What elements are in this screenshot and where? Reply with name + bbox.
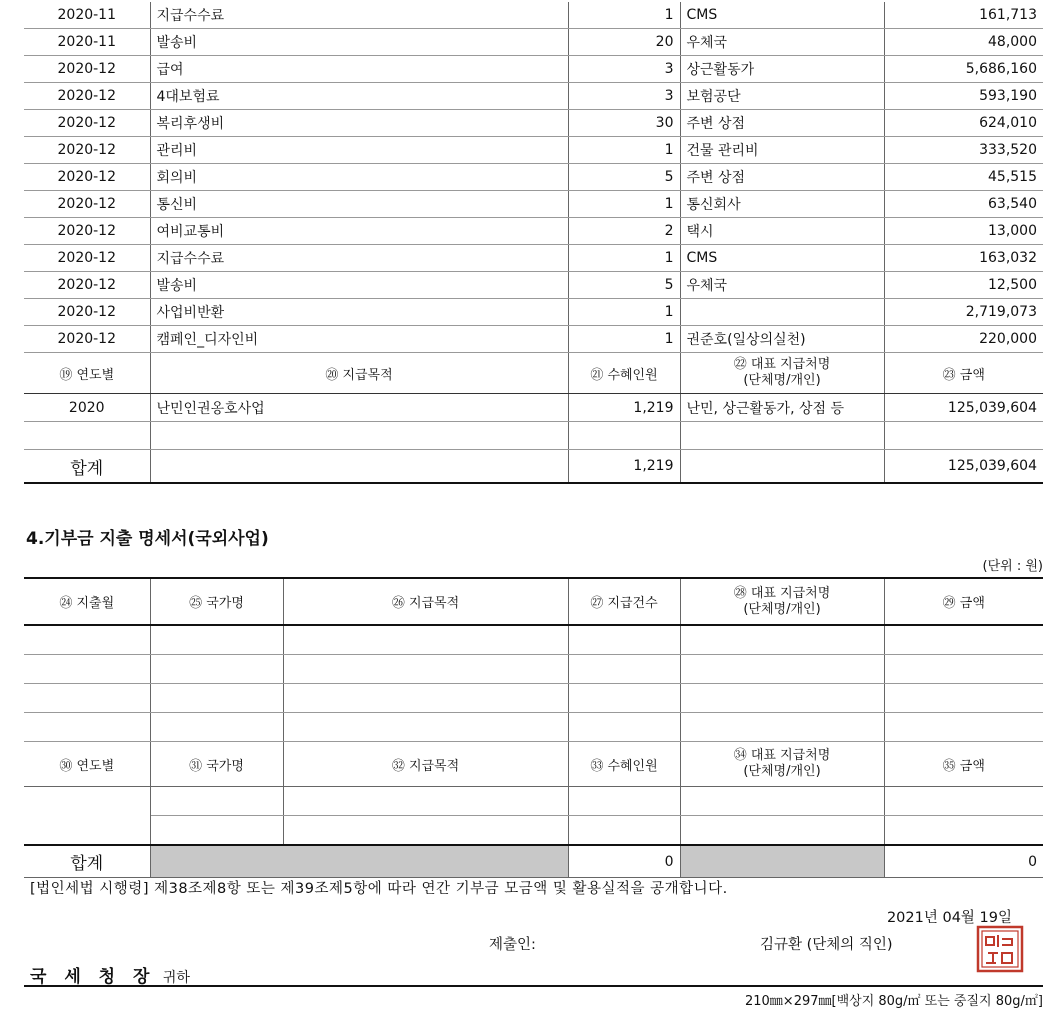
bottom-divider xyxy=(24,985,1043,987)
cell-amount: 125,039,604 xyxy=(884,394,1043,422)
cell-amount: 48,000 xyxy=(884,29,1043,56)
header-country: ㉛ 국가명 xyxy=(150,742,283,787)
foreign-expense-table xyxy=(24,577,1043,878)
table-row xyxy=(24,272,1043,299)
cell-count: 1 xyxy=(568,245,680,272)
table-row xyxy=(24,218,1043,245)
cell-purpose: 사업비반환 xyxy=(150,299,568,326)
total-count: 0 xyxy=(568,845,680,878)
header-month: ㉔ 지출월 xyxy=(24,578,150,625)
cell-count: 1,219 xyxy=(568,394,680,422)
cell-purpose: 회의비 xyxy=(150,164,568,191)
header-amount: ㉓ 금액 xyxy=(884,353,1043,394)
cell-payee: 권준호(일상의실천) xyxy=(680,326,884,353)
cell-payee: 우체국 xyxy=(680,29,884,56)
table-row xyxy=(24,29,1043,56)
cell-payee: 건물 관리비 xyxy=(680,137,884,164)
total-label: 합계 xyxy=(24,845,150,878)
cell-count: 5 xyxy=(568,272,680,299)
table-row xyxy=(24,83,1043,110)
header-beneficiaries: ㉝ 수혜인원 xyxy=(568,742,680,787)
cell-amount: 161,713 xyxy=(884,2,1043,29)
cell-amount: 5,686,160 xyxy=(884,56,1043,83)
cell-payee: CMS xyxy=(680,245,884,272)
header-purpose: ⑳ 지급목적 xyxy=(150,353,568,394)
header-country: ㉕ 국가명 xyxy=(150,578,283,625)
cell-count: 3 xyxy=(568,83,680,110)
cell-payee: 난민, 상근활동가, 상점 등 xyxy=(680,394,884,422)
header-payee-line1: ㉘ 대표 지급처명 xyxy=(733,585,831,601)
header-payee xyxy=(680,578,884,625)
empty-cell xyxy=(150,450,568,484)
cell-purpose: 캠페인_디자인비 xyxy=(150,326,568,353)
cell-purpose: 발송비 xyxy=(150,29,568,56)
table-row xyxy=(24,625,1043,655)
cell-payee: CMS xyxy=(680,2,884,29)
total-row xyxy=(24,450,1043,484)
cell-purpose: 급여 xyxy=(150,56,568,83)
cell-purpose: 통신비 xyxy=(150,191,568,218)
submitter-name: 김규환 (단체의 직인) xyxy=(760,937,893,953)
empty-cell xyxy=(680,422,884,450)
recipient-suffix: 귀하 xyxy=(162,970,190,986)
table-row xyxy=(24,684,1043,713)
summary-row xyxy=(24,394,1043,422)
cell-purpose: 지급수수료 xyxy=(150,2,568,29)
cell-payee: 보험공단 xyxy=(680,83,884,110)
cell-purpose: 복리후생비 xyxy=(150,110,568,137)
cell-amount: 593,190 xyxy=(884,83,1043,110)
cell-payee: 상근활동가 xyxy=(680,56,884,83)
header-payee-line2: (단체명/개인) xyxy=(743,601,821,617)
domestic-expense-table xyxy=(24,2,1043,484)
foreign-summary-header-row xyxy=(24,742,1043,787)
header-year: ㉚ 연도별 xyxy=(24,742,150,787)
summary-header-row xyxy=(24,353,1043,394)
cell-count: 20 xyxy=(568,29,680,56)
cell-payee xyxy=(680,299,884,326)
legal-notice: [법인세법 시행령] 제38조제8항 또는 제39조제5항에 따라 연간 기부금 모금액 및 활용실적을 공개합니다. xyxy=(30,881,728,897)
header-payee-line1: ㉒ 대표 지급처명 xyxy=(733,357,831,372)
cell-month: 2020-12 xyxy=(24,164,150,191)
cell-month: 2020-12 xyxy=(24,245,150,272)
foreign-total-row xyxy=(24,845,1043,878)
cell-amount: 63,540 xyxy=(884,191,1043,218)
cell-amount: 163,032 xyxy=(884,245,1043,272)
cell-count: 1 xyxy=(568,299,680,326)
cell-month: 2020-12 xyxy=(24,56,150,83)
cell-month: 2020-12 xyxy=(24,191,150,218)
gray-cell xyxy=(150,845,568,878)
header-amount: ㉟ 금액 xyxy=(884,742,1043,787)
table-row xyxy=(24,245,1043,272)
cell-amount: 333,520 xyxy=(884,137,1043,164)
header-beneficiaries: ㉑ 수혜인원 xyxy=(568,353,680,394)
cell-purpose: 4대보험료 xyxy=(150,83,568,110)
cell-amount: 45,515 xyxy=(884,164,1043,191)
cell-amount: 624,010 xyxy=(884,110,1043,137)
header-year: ⑲ 연도별 xyxy=(24,353,150,394)
header-amount: ㉙ 금액 xyxy=(884,578,1043,625)
total-count: 1,219 xyxy=(568,450,680,484)
cell-count: 2 xyxy=(568,218,680,245)
cell-purpose: 관리비 xyxy=(150,137,568,164)
empty-cell xyxy=(680,450,884,484)
cell-month: 2020-12 xyxy=(24,110,150,137)
official-seal-icon xyxy=(976,925,1024,973)
foreign-header-row xyxy=(24,578,1043,625)
cell-count: 1 xyxy=(568,2,680,29)
submitter-label: 제출인: xyxy=(489,937,536,953)
cell-month: 2020-12 xyxy=(24,137,150,164)
total-label: 합계 xyxy=(24,450,150,484)
cell-count: 30 xyxy=(568,110,680,137)
cell-purpose: 발송비 xyxy=(150,272,568,299)
table-row xyxy=(24,56,1043,83)
header-payee xyxy=(680,353,884,394)
cell-payee: 주변 상점 xyxy=(680,164,884,191)
cell-month: 2020-12 xyxy=(24,218,150,245)
cell-purpose: 지급수수료 xyxy=(150,245,568,272)
gray-cell xyxy=(680,845,884,878)
table-row xyxy=(24,2,1043,29)
cell-month: 2020-12 xyxy=(24,299,150,326)
table-row xyxy=(24,422,1043,450)
paper-spec: 210㎜×297㎜[백상지 80g/㎡ 또는 중질지 80g/㎡] xyxy=(744,994,1043,1009)
cell-count: 1 xyxy=(568,191,680,218)
cell-amount: 13,000 xyxy=(884,218,1043,245)
empty-cell xyxy=(568,422,680,450)
header-payee-line2: (단체명/개인) xyxy=(743,373,821,388)
cell-month: 2020-12 xyxy=(24,272,150,299)
total-amount: 0 xyxy=(884,845,1043,878)
table-row xyxy=(24,816,1043,846)
cell-purpose: 여비교통비 xyxy=(150,218,568,245)
cell-payee: 택시 xyxy=(680,218,884,245)
header-payee-line1: ㉞ 대표 지급처명 xyxy=(733,748,831,763)
empty-cell xyxy=(24,422,150,450)
submission-date: 2021년 04월 19일 xyxy=(886,910,1012,926)
cell-count: 1 xyxy=(568,137,680,164)
table-row xyxy=(24,326,1043,353)
empty-cell xyxy=(884,422,1043,450)
table-row xyxy=(24,137,1043,164)
table-row xyxy=(24,713,1043,742)
cell-month: 2020-11 xyxy=(24,2,150,29)
cell-count: 3 xyxy=(568,56,680,83)
cell-year: 2020 xyxy=(24,394,150,422)
header-purpose: ㉖ 지급목적 xyxy=(283,578,568,625)
cell-amount: 2,719,073 xyxy=(884,299,1043,326)
cell-month: 2020-11 xyxy=(24,29,150,56)
table-row xyxy=(24,787,1043,816)
cell-payee: 주변 상점 xyxy=(680,110,884,137)
empty-cell xyxy=(150,422,568,450)
cell-count: 1 xyxy=(568,326,680,353)
cell-month: 2020-12 xyxy=(24,326,150,353)
header-payee xyxy=(680,742,884,787)
table-row xyxy=(24,110,1043,137)
header-purpose: ㉜ 지급목적 xyxy=(283,742,568,787)
cell-payee: 우체국 xyxy=(680,272,884,299)
header-count: ㉗ 지급건수 xyxy=(568,578,680,625)
section4-title: 4.기부금 지출 명세서(국외사업) xyxy=(26,529,269,549)
table-row xyxy=(24,164,1043,191)
header-payee-line2: (단체명/개인) xyxy=(743,764,821,779)
unit-label: (단위 : 원) xyxy=(982,559,1043,574)
cell-amount: 220,000 xyxy=(884,326,1043,353)
table-row xyxy=(24,191,1043,218)
cell-count: 5 xyxy=(568,164,680,191)
cell-month: 2020-12 xyxy=(24,83,150,110)
total-amount: 125,039,604 xyxy=(884,450,1043,484)
table-row xyxy=(24,299,1043,326)
cell-purpose: 난민인권옹호사업 xyxy=(150,394,568,422)
table-row xyxy=(24,655,1043,684)
recipient-name: 국 세 청 장 xyxy=(30,967,156,987)
cell-amount: 12,500 xyxy=(884,272,1043,299)
recipient xyxy=(30,962,190,987)
cell-payee: 통신회사 xyxy=(680,191,884,218)
